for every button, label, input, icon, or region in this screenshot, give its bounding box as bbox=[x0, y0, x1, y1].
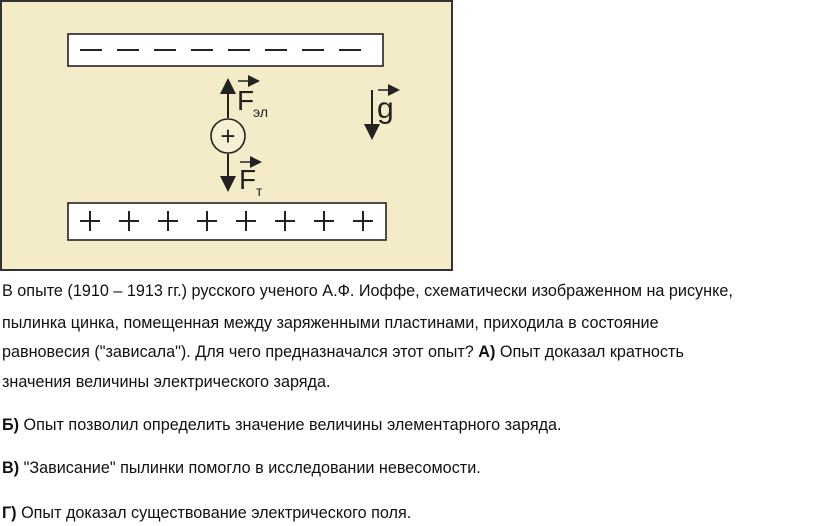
force-gravity-subscript: т bbox=[256, 183, 263, 199]
bottom-plate bbox=[68, 203, 386, 240]
question-line-3 bbox=[2, 342, 684, 362]
force-electric-subscript: эл bbox=[253, 104, 269, 120]
force-gravity-label: F bbox=[239, 164, 257, 195]
option-b-text: Опыт позволил определить значение величины элементарного заряда. bbox=[19, 416, 562, 434]
option-b bbox=[2, 415, 562, 435]
force-electric-label: F bbox=[237, 85, 255, 116]
option-g-letter: Г) bbox=[2, 504, 17, 522]
option-v-text: "Зависание" пылинки помогло в исследовании невесомости. bbox=[19, 459, 481, 477]
option-v-letter: В) bbox=[2, 459, 20, 477]
particle-charge-sign: + bbox=[220, 121, 236, 151]
question-line-1: В опыте (1910 – 1913 гг.) русского ученого А.Ф. Иоффе, схематически изображенном на рисунке, bbox=[2, 282, 733, 300]
option-g bbox=[2, 503, 411, 523]
top-plate bbox=[68, 34, 383, 66]
option-a-letter: А) bbox=[478, 343, 496, 361]
question-line-4: значения величины электрического заряда. bbox=[2, 373, 331, 391]
option-v bbox=[2, 458, 481, 478]
option-g-text: Опыт доказал существование электрического поля. bbox=[16, 504, 412, 522]
figure-svg bbox=[0, 0, 454, 272]
question-line-2: пылинка цинка, помещенная между заряженными пластинами, приходила в состояние bbox=[2, 314, 659, 332]
ioffe-experiment-figure bbox=[0, 0, 454, 272]
question-line-3-text: равновесия ("зависала"). Для чего предназначался этот опыт? bbox=[2, 343, 479, 361]
option-a-text: Опыт доказал кратность bbox=[495, 343, 684, 361]
option-b-letter: Б) bbox=[2, 416, 20, 434]
gravity-label: g bbox=[377, 92, 394, 125]
